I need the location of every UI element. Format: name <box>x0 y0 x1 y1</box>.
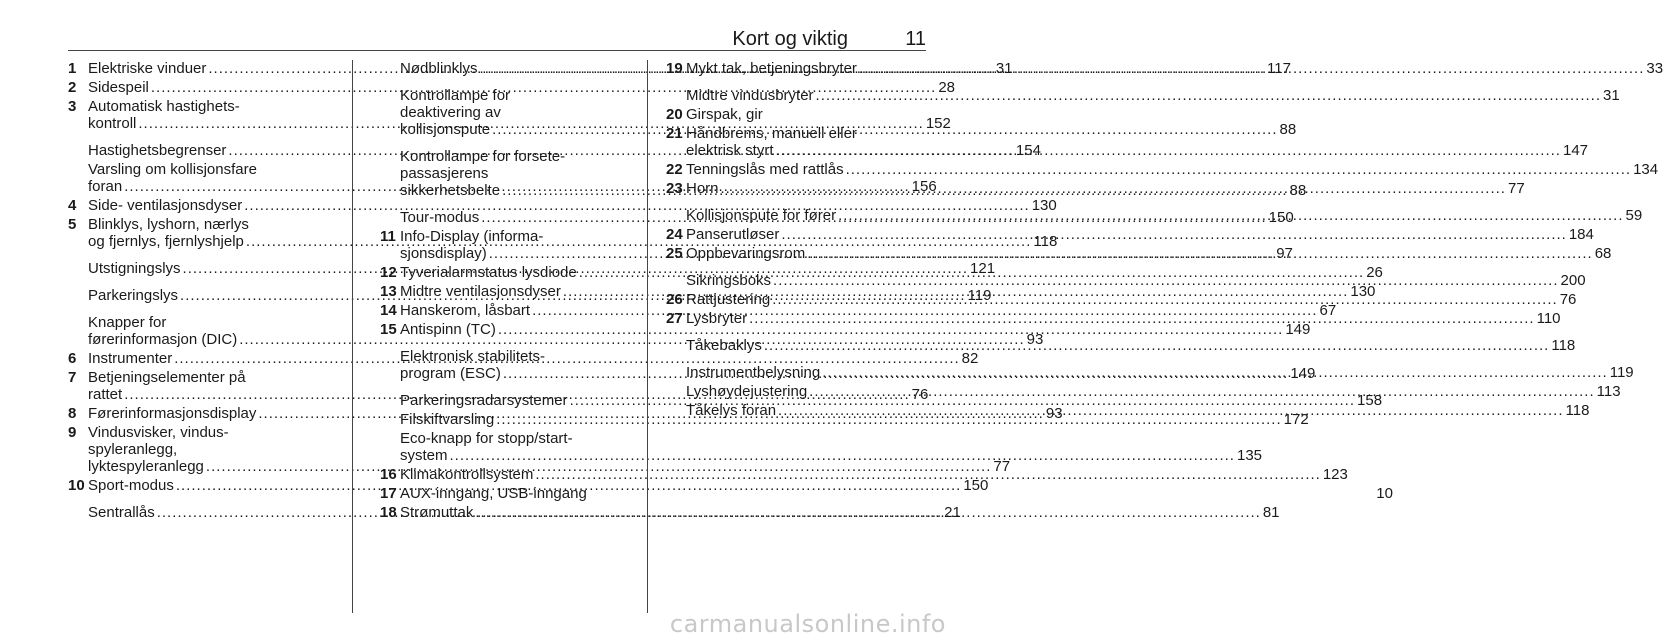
index-entry[interactable] <box>666 161 1659 178</box>
dot-leader <box>859 60 1644 77</box>
entry-label-line: AUX-inngang, USB-inngang <box>400 485 587 502</box>
index-entry[interactable] <box>666 383 1621 400</box>
entry-label-line: kontroll <box>88 115 137 132</box>
page-title: Kort og viktig <box>732 28 848 50</box>
entry-label-line: Elektronisk stabilitets- <box>400 348 546 365</box>
entry-number <box>666 207 686 224</box>
entry-label-line: Panserutløser <box>686 226 780 243</box>
dot-leader <box>838 207 1623 224</box>
dot-leader <box>846 161 1631 178</box>
entry-text <box>686 402 1589 419</box>
page-number: 11 <box>905 28 926 50</box>
dot-leader <box>475 504 1260 521</box>
entry-number: 4 <box>68 197 77 214</box>
entry-number <box>68 142 88 159</box>
entry-text <box>400 430 1262 464</box>
entry-text <box>686 106 926 123</box>
dot-leader <box>450 447 1235 464</box>
entry-number: 23 <box>666 180 683 197</box>
dot-leader <box>773 272 1558 289</box>
entry-number: 19 <box>666 60 683 77</box>
entry-label-line: Automatisk hastighets- <box>88 98 240 115</box>
entry-text <box>686 291 1576 308</box>
entry-label-line: Filskiftvarsling <box>400 411 495 428</box>
entry-text <box>686 207 1642 224</box>
entry-number: 21 <box>666 125 683 142</box>
entry-label-line: Lyshøydejustering <box>686 383 808 400</box>
page-header <box>68 26 926 50</box>
index-entry[interactable] <box>68 197 1057 214</box>
page-reference[interactable]: 77 <box>1507 180 1525 197</box>
entry-number: 6 <box>68 350 77 367</box>
column-divider <box>647 60 648 613</box>
entry-label-line: og fjernlys, fjernlyshjelp <box>88 233 244 250</box>
page-reference[interactable]: 147 <box>1562 142 1589 159</box>
entry-text <box>686 364 1634 381</box>
entry-text <box>400 485 1393 502</box>
entry-text <box>686 383 1621 400</box>
index-entry[interactable] <box>380 321 1311 338</box>
page-reference[interactable]: 118 <box>1551 337 1576 354</box>
page-reference[interactable]: 134 <box>1633 161 1659 178</box>
entry-number <box>666 87 686 104</box>
entry-number <box>380 411 400 428</box>
entry-label-line: sikkerhetsbelte <box>400 182 501 199</box>
entry-label-line: Sikringsboks <box>686 272 772 289</box>
entry-label-line: førerinformasjon (DIC) <box>88 331 238 348</box>
entry-text <box>686 310 1561 327</box>
entry-label-line: Eco-knapp for stopp/start- <box>400 430 573 447</box>
entry-number: 16 <box>380 466 397 483</box>
entry-label-line: Utstigningslys <box>88 260 181 277</box>
page-reference[interactable]: 88 <box>1289 182 1307 199</box>
page-reference[interactable]: 81 <box>1262 504 1280 521</box>
entry-number: 24 <box>666 226 683 243</box>
page-reference[interactable]: 82 <box>961 350 979 367</box>
entry-label-line: Tåkebaklys <box>686 337 762 354</box>
entry-label-line: Side- ventilasjonsdyser <box>88 197 243 214</box>
entry-label-line: Kontrollampe for forsete- <box>400 148 566 165</box>
page-reference[interactable]: 149 <box>1285 321 1311 338</box>
page-reference[interactable]: 119 <box>1609 364 1634 381</box>
dot-leader <box>781 226 1566 243</box>
entry-label-line: Tåkelys foran <box>686 402 777 419</box>
entry-number: 25 <box>666 245 683 262</box>
entry-label-line: Elektriske vinduer <box>88 60 207 77</box>
page-reference[interactable]: 26 <box>1366 264 1383 281</box>
entry-number <box>380 148 400 199</box>
entry-label-line: Blinklys, lyshorn, nærlys <box>88 216 249 233</box>
dot-leader <box>772 291 1557 308</box>
entry-label-line: Sidespeil <box>88 79 149 96</box>
dot-leader <box>809 383 1594 400</box>
entry-number: 7 <box>68 369 77 386</box>
entry-label-line: Tenningslås med rattlås <box>686 161 844 178</box>
entry-label-line: Instrumentbelysning <box>686 364 821 381</box>
entry-label-line: Kontrollampe for <box>400 87 511 104</box>
entry-number: 20 <box>666 106 683 123</box>
entry-label-line: Horn <box>686 180 719 197</box>
page-reference[interactable]: 149 <box>1290 365 1316 382</box>
column-divider <box>352 60 353 613</box>
entry-number: 17 <box>380 485 397 502</box>
page-reference[interactable]: 110 <box>1536 310 1561 327</box>
entry-number <box>666 364 686 381</box>
entry-text <box>686 125 1588 159</box>
page-reference[interactable]: 152 <box>925 115 951 132</box>
entry-label-line: Hastighetsbegrenser <box>88 142 227 159</box>
page-reference[interactable]: 10 <box>1376 485 1393 502</box>
entry-label-line: Nødblinklys <box>400 60 478 77</box>
entry-label-line: Parkeringsradarsystemer <box>400 392 568 409</box>
entry-label-line: Håndbrems, manuell eller <box>686 125 857 142</box>
page-reference[interactable]: 76 <box>911 386 929 403</box>
index-entry[interactable] <box>666 106 926 123</box>
entry-label-line: Tour-modus <box>400 209 480 226</box>
entry-text <box>400 466 1348 483</box>
dot-leader <box>776 142 1561 159</box>
dot-leader <box>807 245 1592 262</box>
page-reference[interactable]: 33 <box>1646 60 1663 77</box>
entry-number: 27 <box>666 310 683 327</box>
entry-number <box>68 504 88 521</box>
entry-number: 14 <box>380 302 397 319</box>
index-entry[interactable] <box>380 430 1263 464</box>
entry-label-line: Mykt tak, betjeningsbryter <box>686 60 857 77</box>
entry-label-line: Strømuttak <box>400 504 474 521</box>
dot-leader <box>764 337 1549 354</box>
entry-text <box>686 87 1620 104</box>
entry-text <box>686 337 1575 354</box>
entry-text <box>686 272 1586 289</box>
entry-number: 15 <box>380 321 397 338</box>
dot-leader <box>822 364 1607 381</box>
page-reference[interactable]: 184 <box>1568 226 1594 243</box>
page-reference[interactable]: 121 <box>970 260 996 277</box>
entry-label-line: Midtre ventilasjonsdyser <box>400 283 561 300</box>
entry-label-line: Betjeningselementer på <box>88 369 246 386</box>
entry-label-line: Hanskerom, låsbart <box>400 302 531 319</box>
header-rule <box>68 50 926 51</box>
page-reference[interactable]: 150 <box>1268 209 1294 226</box>
page-reference[interactable]: 31 <box>995 60 1013 77</box>
page-reference[interactable]: 119 <box>967 287 992 304</box>
entry-label-line: passasjerens <box>400 165 489 182</box>
page-reference[interactable]: 59 <box>1625 207 1643 224</box>
entry-text <box>686 245 1611 262</box>
entry-number: 3 <box>68 98 77 115</box>
dot-leader <box>816 87 1601 104</box>
entry-label-line: program (ESC) <box>400 365 501 382</box>
entry-label-line: system <box>400 447 448 464</box>
entry-number: 18 <box>380 504 397 521</box>
entry-label-line: elektrisk styrt <box>686 142 774 159</box>
entry-label-line: deaktivering av <box>400 104 501 121</box>
page-reference[interactable]: 172 <box>1283 411 1309 428</box>
entry-label-line: spyleranlegg, <box>88 441 178 458</box>
page-reference[interactable]: 158 <box>1357 392 1383 409</box>
entry-number: 12 <box>380 264 397 281</box>
entry-label-line: rattet <box>88 386 123 403</box>
page-reference[interactable]: 77 <box>993 458 1011 475</box>
entry-number <box>666 402 686 419</box>
entry-label-line: Kollisjonspute for fører <box>686 207 837 224</box>
entry-label-line: Varsling om kollisjonsfare <box>88 161 257 178</box>
entry-label-line: Førerinformasjonsdisplay <box>88 405 257 422</box>
entry-label-line: Midtre vindusbryter <box>686 87 814 104</box>
entry-number: 11 <box>380 228 396 245</box>
entry-number: 10 <box>68 477 85 494</box>
page-reference[interactable]: 130 <box>1031 197 1057 214</box>
entry-number <box>380 430 400 464</box>
entry-label-line: Vindusvisker, vindus- <box>88 424 229 441</box>
page-reference[interactable]: 113 <box>1596 383 1621 400</box>
entry-number <box>380 392 400 409</box>
entry-label-line: Oppbevaringsrom <box>686 245 806 262</box>
entry-number <box>68 314 88 348</box>
entry-label-line: Klimakontrollsystem <box>400 466 534 483</box>
page-reference[interactable]: 28 <box>938 79 956 96</box>
entry-number <box>380 60 400 77</box>
entry-number <box>666 383 686 400</box>
page-reference[interactable]: 67 <box>1319 302 1337 319</box>
entry-text <box>686 180 1525 197</box>
page-reference[interactable]: 118 <box>1033 233 1058 250</box>
entry-number: 9 <box>68 424 77 441</box>
page-reference[interactable]: 118 <box>1565 402 1590 419</box>
dot-leader <box>778 402 1563 419</box>
entry-label-line: foran <box>88 178 123 195</box>
entry-number <box>666 337 686 354</box>
page-reference[interactable]: 135 <box>1236 447 1263 464</box>
entry-number <box>380 87 400 138</box>
entry-number: 26 <box>666 291 683 308</box>
entry-label-line: Knapper for <box>88 314 167 331</box>
entry-label-line: Girspak, gir <box>686 106 763 123</box>
entry-number: 22 <box>666 161 683 178</box>
entry-number <box>68 260 88 277</box>
entry-label-line: kollisjonspute <box>400 121 491 138</box>
entry-text <box>686 60 1663 77</box>
entry-label-line: Antispinn (TC) <box>400 321 496 338</box>
entry-number: 1 <box>68 60 77 77</box>
entry-label-line: Info-Display (informa- <box>400 228 544 245</box>
page-reference[interactable]: 93 <box>1045 405 1063 422</box>
page-reference[interactable]: 154 <box>1015 142 1041 159</box>
entry-text <box>686 161 1658 178</box>
page-reference[interactable]: 150 <box>963 477 989 494</box>
entry-label-line: sjonsdisplay) <box>400 245 487 262</box>
entry-label-line: Tyverialarmstatus lysdiode <box>400 264 577 281</box>
entry-number: 8 <box>68 405 77 422</box>
page-reference[interactable]: 93 <box>1026 331 1044 348</box>
page-reference[interactable]: 21 <box>944 504 961 521</box>
entry-text <box>400 504 1280 521</box>
entry-label-line: Rattjustering <box>686 291 771 308</box>
entry-label-line: Instrumenter <box>88 350 173 367</box>
entry-label-line: Sentrallås <box>88 504 155 521</box>
dot-leader <box>721 180 1506 197</box>
dot-leader <box>749 310 1534 327</box>
entry-label-line: Sport-modus <box>88 477 174 494</box>
entry-number: 2 <box>68 79 77 96</box>
dot-leader <box>535 466 1320 483</box>
page-reference[interactable]: 76 <box>1559 291 1577 308</box>
page-reference[interactable]: 200 <box>1560 272 1586 289</box>
entry-number <box>666 272 686 289</box>
entry-number <box>380 348 400 382</box>
entry-label-line: Lysbryter <box>686 310 748 327</box>
watermark: carmanualsonline.info <box>669 610 946 638</box>
entry-label-line: lyktespyleranlegg <box>88 458 204 475</box>
entry-text <box>686 226 1594 243</box>
entry-number <box>68 287 88 304</box>
page-reference[interactable]: 68 <box>1594 245 1612 262</box>
page-reference[interactable]: 130 <box>1350 283 1376 300</box>
entry-number <box>68 161 88 195</box>
page-reference[interactable]: 88 <box>1279 121 1297 138</box>
entry-number: 5 <box>68 216 77 233</box>
entry-number <box>380 209 400 226</box>
page-reference[interactable]: 156 <box>911 178 937 195</box>
page-reference[interactable]: 117 <box>1267 60 1291 77</box>
entry-label-line: Parkeringslys <box>88 287 179 304</box>
page-reference[interactable]: 31 <box>1603 87 1620 104</box>
page-reference[interactable]: 97 <box>1276 245 1293 262</box>
page-reference[interactable]: 123 <box>1322 466 1348 483</box>
entry-number: 13 <box>380 283 397 300</box>
